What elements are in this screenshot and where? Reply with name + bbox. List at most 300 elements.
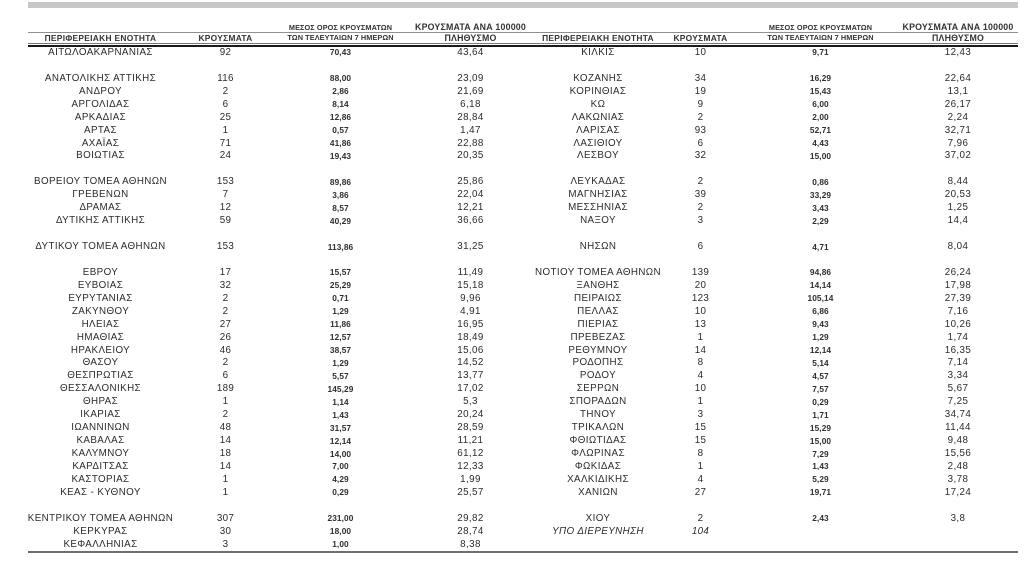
header-region-right (538, 22, 658, 43)
region-cell (28, 162, 173, 175)
cases-cell: 2 (697, 512, 704, 524)
region-cell: ΚΟΖΑΝΗΣ (573, 72, 623, 84)
per100k-cell: 37,02 (944, 150, 972, 162)
region-cell: ΛΑΚΩΝΙΑΣ (571, 111, 625, 123)
region-cell (28, 499, 173, 512)
region-cell (28, 59, 173, 72)
avg7-cell: 1,43 (332, 409, 349, 420)
region-cell: ΠΙΕΡΙΑΣ (577, 318, 619, 330)
avg7-cell: 1,00 (332, 539, 349, 550)
avg7-cell: 2,86 (332, 86, 349, 97)
per100k-cell: 15,56 (944, 448, 972, 460)
cases-cell: 153 (216, 241, 235, 253)
avg7-cell: 52,71 (809, 125, 832, 136)
avg7-cell: 4,29 (332, 474, 349, 485)
header-per100k-line1: ΚΡΟΥΣΜΑΤΑ ΑΝΑ 100000 (902, 22, 1014, 32)
avg7-cell: 5,14 (812, 357, 829, 368)
avg7-cell: 4,71 (812, 241, 829, 252)
cases-cell: 8 (697, 357, 704, 369)
region-cell: ΕΥΒΟΙΑΣ (77, 279, 124, 291)
per100k-cell: 17,24 (944, 486, 972, 498)
region-cell: ΕΥΡΥΤΑΝΙΑΣ (68, 292, 133, 304)
avg7-cell: 8,14 (332, 99, 349, 110)
per100k-cell (403, 499, 538, 512)
cases-cell: 6 (222, 98, 229, 110)
avg7-cell: 2,00 (812, 112, 829, 123)
per100k-cell: 25,86 (457, 176, 484, 188)
per100k-cell (898, 499, 1018, 512)
per100k-cell: 1,99 (460, 473, 481, 485)
avg7-cell: 1,29 (812, 332, 829, 343)
region-cell: ΚΩ (590, 98, 606, 110)
table-body (28, 46, 1018, 551)
region-cell: ΒΟΙΩΤΙΑΣ (76, 150, 125, 162)
header-per100k-right (898, 22, 1018, 43)
cases-cell: 2 (222, 85, 229, 97)
per100k-cell: 7,96 (947, 137, 969, 149)
avg7-cell: 1,43 (812, 461, 829, 472)
cases-cell: 4 (697, 370, 704, 382)
per100k-cell: 8,38 (460, 538, 481, 550)
cases-cell: 39 (694, 189, 707, 201)
per100k-cell (898, 59, 1018, 72)
avg7-cell: 113,86 (327, 241, 354, 252)
avg7-cell: 19,71 (809, 487, 832, 498)
cases-cell: 1 (222, 473, 229, 485)
cases-cell: 32 (694, 150, 707, 162)
avg7-cell: 231,00 (327, 513, 354, 524)
cases-cell: 20 (694, 279, 707, 291)
avg7-cell: 7,29 (812, 448, 829, 459)
region-cell: ΜΑΓΝΗΣΙΑΣ (568, 189, 628, 201)
header-per100k-line2: ΠΛΗΘΥΣΜΟ (444, 32, 497, 43)
per100k-cell (403, 227, 538, 240)
avg7-cell: 3,86 (332, 189, 349, 200)
avg7-cell (743, 253, 898, 266)
avg7-cell (743, 538, 898, 551)
region-cell: ΠΕΛΛΑΣ (577, 305, 619, 317)
avg7-cell: 4,43 (812, 138, 829, 149)
per100k-cell (403, 59, 538, 72)
per100k-cell: 29,82 (457, 512, 484, 524)
region-cell: ΑΡΤΑΣ (84, 124, 117, 136)
region-cell (28, 253, 173, 266)
cases-cell: 104 (691, 525, 710, 537)
per100k-cell: 28,59 (457, 422, 484, 434)
region-cell: ΚΕΦΑΛΛΗΝΙΑΣ (63, 538, 138, 550)
avg7-cell: 9,43 (812, 319, 829, 330)
avg7-cell (278, 162, 403, 175)
avg7-cell: 11,86 (330, 319, 351, 330)
per100k-cell (898, 227, 1018, 240)
cases-cell (658, 162, 743, 175)
per100k-cell: 7,16 (947, 305, 969, 317)
cases-cell (173, 162, 278, 175)
cases-cell (658, 538, 743, 551)
cases-cell: 12 (219, 202, 232, 214)
avg7-cell: 5,57 (332, 370, 349, 381)
per100k-cell: 7,14 (947, 357, 969, 369)
avg7-cell: 40,29 (329, 215, 352, 226)
cases-cell: 13 (694, 318, 707, 330)
region-cell: ΔΥΤΙΚΟΥ ΤΟΜΕΑ ΑΘΗΝΩΝ (35, 241, 166, 253)
cases-cell: 6 (697, 137, 704, 149)
avg7-cell: 15,57 (329, 267, 352, 278)
cases-cell: 8 (697, 448, 704, 460)
region-cell: ΤΡΙΚΑΛΩΝ (571, 422, 625, 434)
avg7-cell (278, 227, 403, 240)
avg7-cell (278, 253, 403, 266)
per100k-cell (898, 162, 1018, 175)
region-cell (28, 227, 173, 240)
per100k-cell: 21,69 (457, 85, 484, 97)
per100k-cell: 11,44 (945, 422, 971, 434)
cases-cell: 2 (697, 111, 704, 123)
header-cases-right (658, 22, 743, 43)
cases-cell: 1 (697, 396, 704, 408)
avg7-cell (743, 227, 898, 240)
per100k-cell: 20,53 (944, 189, 972, 201)
per100k-cell: 2,48 (947, 460, 969, 472)
cases-cell: 1 (697, 460, 704, 472)
header-region-left (28, 22, 173, 43)
cases-cell: 10 (694, 46, 707, 58)
per100k-cell: 61,12 (457, 448, 484, 460)
per100k-cell: 13,77 (457, 370, 484, 382)
header-cases-label: ΚΡΟΥΣΜΑΤΑ (198, 32, 253, 43)
header-avg7-right (743, 22, 898, 43)
region-cell: ΝΗΣΩΝ (579, 241, 617, 253)
region-cell: ΥΠΟ ΔΙΕΡΕΥΝΗΣΗ (552, 525, 644, 537)
region-cell (538, 538, 658, 551)
per100k-cell: 14,4 (947, 215, 969, 227)
avg7-cell: 12,14 (809, 345, 832, 356)
per100k-cell: 26,17 (944, 98, 972, 110)
region-cell: ΚΟΡΙΝΘΙΑΣ (569, 85, 627, 97)
avg7-cell: 105,14 (807, 293, 834, 304)
per100k-cell: 27,39 (944, 292, 972, 304)
per100k-cell: 13,1 (947, 85, 969, 97)
table-header-row (28, 22, 1018, 43)
per100k-cell: 22,04 (457, 189, 484, 201)
region-cell: ΦΘΙΩΤΙΔΑΣ (569, 435, 627, 447)
region-cell (538, 59, 658, 72)
region-cell (538, 253, 658, 266)
cases-cell (173, 59, 278, 72)
avg7-cell: 19,43 (329, 150, 352, 161)
region-cell: ΦΛΩΡΙΝΑΣ (571, 448, 625, 460)
per100k-cell: 5,67 (947, 383, 969, 395)
region-cell: ΡΟΔΟΠΗΣ (572, 357, 624, 369)
region-cell: ΤΗΝΟΥ (580, 409, 616, 421)
header-avg7-left (278, 22, 403, 43)
avg7-cell: 1,71 (812, 409, 829, 420)
avg7-cell: 1,29 (332, 357, 349, 368)
avg7-cell: 0,71 (332, 293, 349, 304)
region-cell: ΚΑΒΑΛΑΣ (76, 435, 125, 447)
cases-cell: 2 (697, 176, 704, 188)
per100k-cell: 16,35 (944, 344, 972, 356)
per100k-cell: 8,04 (947, 241, 969, 253)
avg7-cell: 145,29 (327, 383, 354, 394)
cases-cell (173, 227, 278, 240)
region-cell: ΛΕΣΒΟΥ (577, 150, 619, 162)
region-cell: ΛΑΡΙΣΑΣ (576, 124, 620, 136)
avg7-cell: 88,00 (329, 73, 352, 84)
avg7-cell: 14,14 (809, 280, 832, 291)
header-avg7-line2: ΤΩΝ ΤΕΛΕΥΤΑΙΩΝ 7 ΗΜΕΡΩΝ (767, 33, 874, 42)
avg7-cell: 15,00 (809, 435, 832, 446)
per100k-cell: 28,74 (457, 525, 484, 537)
per100k-cell: 1,25 (947, 202, 969, 214)
per100k-cell: 17,98 (944, 279, 972, 291)
region-cell: ΑΡΚΑΔΙΑΣ (74, 111, 127, 123)
cases-cell (173, 253, 278, 266)
per100k-cell: 11,21 (457, 435, 484, 447)
avg7-cell: 0,57 (332, 125, 349, 136)
table-bottom-rule (28, 551, 1018, 553)
per100k-cell: 1,47 (460, 124, 481, 136)
cases-cell: 2 (222, 292, 229, 304)
per100k-cell: 43,64 (457, 46, 484, 58)
region-cell: ΗΜΑΘΙΑΣ (76, 331, 125, 343)
region-cell: ΠΡΕΒΕΖΑΣ (570, 331, 626, 343)
region-cell: ΦΩΚΙΔΑΣ (574, 460, 622, 472)
region-cell (538, 499, 658, 512)
per100k-cell: 7,25 (947, 396, 969, 408)
region-cell: ΘΕΣΠΡΩΤΙΑΣ (67, 370, 134, 382)
cases-cell: 32 (219, 279, 232, 291)
region-cell: ΚΑΡΔΙΤΣΑΣ (72, 460, 129, 472)
cases-cell: 123 (691, 292, 710, 304)
region-cell: ΑΙΤΩΛΟΑΚΑΡΝΑΝΙΑΣ (48, 46, 153, 58)
cases-cell: 46 (219, 344, 232, 356)
per100k-cell: 12,43 (944, 46, 972, 58)
per100k-cell: 5,3 (463, 396, 478, 408)
region-cell: ΧΙΟΥ (585, 512, 611, 524)
header-cases-label: ΚΡΟΥΣΜΑΤΑ (673, 32, 728, 43)
cases-cell: 17 (219, 266, 232, 278)
avg7-cell: 6,00 (812, 99, 829, 110)
region-cell: ΚΑΣΤΟΡΙΑΣ (71, 473, 130, 485)
region-cell: ΣΕΡΡΩΝ (576, 383, 620, 395)
avg7-cell: 7,57 (812, 383, 829, 394)
region-cell: ΧΑΛΚΙΔΙΚΗΣ (567, 473, 629, 485)
per100k-cell: 6,18 (460, 98, 481, 110)
per100k-cell: 20,35 (457, 150, 484, 162)
cases-cell: 10 (694, 383, 707, 395)
cases-cell: 3 (697, 215, 704, 227)
region-cell: ΕΒΡΟΥ (82, 266, 119, 278)
per100k-cell: 26,24 (944, 266, 972, 278)
region-cell: ΚΙΛΚΙΣ (581, 46, 615, 58)
avg7-cell: 14,00 (329, 448, 352, 459)
avg7-cell: 15,00 (809, 150, 832, 161)
header-avg7-line1: ΜΕΣΟΣ ΟΡΟΣ ΚΡΟΥΣΜΑΤΩΝ (288, 22, 393, 32)
avg7-cell (278, 59, 403, 72)
cases-cell: 15 (694, 422, 707, 434)
header-avg7-line1: ΜΕΣΟΣ ΟΡΟΣ ΚΡΟΥΣΜΑΤΩΝ (768, 22, 873, 32)
region-cell: ΑΝΑΤΟΛΙΚΗΣ ΑΤΤΙΚΗΣ (44, 72, 157, 84)
cases-cell: 26 (219, 331, 232, 343)
cases-cell: 4 (697, 473, 704, 485)
per100k-cell: 8,44 (947, 176, 969, 188)
cases-cell: 307 (216, 512, 235, 524)
cases-cell: 6 (697, 241, 704, 253)
header-region-label: ΠΕΡΙΦΕΡΕΙΑΚΗ ΕΝΟΤΗΤΑ (44, 32, 157, 43)
cases-cell: 24 (219, 150, 232, 162)
per100k-cell: 22,64 (944, 72, 972, 84)
avg7-cell: 12,57 (329, 332, 352, 343)
per100k-cell (898, 253, 1018, 266)
per100k-cell: 2,24 (947, 111, 969, 123)
region-cell: ΚΑΛΥΜΝΟΥ (71, 448, 130, 460)
cases-cell (658, 59, 743, 72)
cases-cell: 189 (216, 383, 235, 395)
cases-cell: 1 (222, 396, 229, 408)
region-cell: ΝΑΞΟΥ (580, 215, 616, 227)
per100k-cell: 3,8 (950, 512, 966, 524)
per100k-cell: 34,74 (944, 409, 972, 421)
region-cell: ΡΟΔΟΥ (579, 370, 617, 382)
region-cell: ΛΕΥΚΑΔΑΣ (570, 176, 626, 188)
cases-cell: 14 (219, 435, 232, 447)
per100k-cell: 9,48 (947, 435, 969, 447)
per100k-cell (898, 538, 1018, 551)
cases-cell: 14 (219, 460, 232, 472)
per100k-cell: 17,02 (457, 383, 484, 395)
per100k-cell: 20,24 (457, 409, 484, 421)
cases-cell (173, 499, 278, 512)
cases-cell: 1 (222, 124, 229, 136)
region-cell: ΡΕΘΥΜΝΟΥ (568, 344, 628, 356)
avg7-cell (743, 59, 898, 72)
avg7-cell: 9,71 (812, 47, 829, 58)
cases-cell: 153 (216, 176, 235, 188)
avg7-cell: 38,57 (329, 345, 352, 356)
region-cell: ΝΟΤΙΟΥ ΤΟΜΕΑ ΑΘΗΝΩΝ (535, 266, 662, 278)
per100k-cell: 14,52 (457, 357, 484, 369)
avg7-cell (743, 525, 898, 538)
avg7-cell: 4,57 (812, 370, 829, 381)
per100k-cell: 16,95 (457, 318, 484, 330)
region-cell: ΑΡΓΟΛΙΔΑΣ (71, 98, 130, 110)
region-cell: ΘΕΣΣΑΛΟΝΙΚΗΣ (59, 383, 142, 395)
per100k-cell: 3,34 (947, 370, 969, 382)
per100k-cell (403, 253, 538, 266)
region-cell: ΘΑΣΟΥ (82, 357, 119, 369)
region-cell: ΔΡΑΜΑΣ (79, 202, 122, 214)
avg7-cell: 8,57 (332, 202, 349, 213)
region-cell: ΒΟΡΕΙΟΥ ΤΟΜΕΑ ΑΘΗΝΩΝ (34, 176, 167, 188)
avg7-cell (743, 499, 898, 512)
cases-cell: 92 (219, 46, 232, 58)
cases-cell: 27 (694, 486, 707, 498)
region-cell: ΛΑΣΙΘΙΟΥ (573, 137, 623, 149)
avg7-cell: 12,14 (329, 435, 352, 446)
per100k-cell: 11,49 (457, 266, 484, 278)
cases-cell: 25 (219, 111, 232, 123)
region-cell: ΜΕΣΣΗΝΙΑΣ (568, 202, 628, 214)
region-cell: ΚΕΡΚΥΡΑΣ (73, 525, 128, 537)
cases-cell: 1 (697, 331, 704, 343)
avg7-cell: 6,86 (812, 306, 829, 317)
avg7-cell: 16,29 (809, 73, 832, 84)
region-cell: ΞΑΝΘΗΣ (576, 279, 620, 291)
avg7-cell: 25,29 (329, 280, 352, 291)
cases-cell: 14 (694, 344, 707, 356)
per100k-cell: 12,21 (457, 202, 484, 214)
avg7-cell: 5,29 (812, 474, 829, 485)
region-cell: ΚΕΝΤΡΙΚΟΥ ΤΟΜΕΑ ΑΘΗΝΩΝ (27, 512, 174, 524)
cases-cell: 9 (697, 98, 704, 110)
region-cell: ΘΗΡΑΣ (82, 396, 119, 408)
header-per100k-line1: ΚΡΟΥΣΜΑΤΑ ΑΝΑ 100000 (415, 22, 526, 32)
cases-cell: 59 (219, 215, 232, 227)
region-cell: ΓΡΕΒΕΝΩΝ (72, 189, 129, 201)
region-cell (538, 162, 658, 175)
avg7-cell (278, 499, 403, 512)
cases-cell: 2 (697, 202, 704, 214)
cases-cell: 15 (694, 435, 707, 447)
per100k-cell: 23,09 (457, 72, 484, 84)
avg7-cell: 15,29 (809, 422, 832, 433)
region-cell: ΧΑΝΙΩΝ (578, 486, 618, 498)
region-cell (538, 227, 658, 240)
header-region-label: ΠΕΡΙΦΕΡΕΙΑΚΗ ΕΝΟΤΗΤΑ (542, 32, 654, 43)
cases-cell: 27 (219, 318, 232, 330)
per100k-cell: 32,71 (944, 124, 972, 136)
top-scroll-bar[interactable] (28, 2, 1018, 8)
cases-cell: 48 (219, 422, 232, 434)
avg7-cell: 33,29 (809, 189, 832, 200)
per100k-cell: 25,57 (457, 486, 484, 498)
avg7-cell: 15,43 (809, 86, 832, 97)
avg7-cell: 2,43 (812, 513, 829, 524)
per100k-cell: 10,26 (944, 318, 972, 330)
region-cell: ΙΩΑΝΝΙΝΩΝ (71, 422, 130, 434)
avg7-cell: 70,43 (329, 47, 352, 58)
cases-cell: 2 (222, 409, 229, 421)
per100k-cell: 31,25 (457, 241, 484, 253)
avg7-cell: 12,86 (329, 112, 352, 123)
cases-cell (658, 499, 743, 512)
cases-cell (658, 227, 743, 240)
avg7-cell: 3,43 (812, 202, 829, 213)
cases-cell: 6 (222, 370, 229, 382)
cases-cell: 3 (697, 409, 704, 421)
per100k-cell: 18,49 (457, 331, 484, 343)
per100k-cell: 28,84 (457, 111, 484, 123)
avg7-cell: 7,00 (332, 461, 349, 472)
cases-cell: 18 (219, 448, 232, 460)
avg7-cell: 18,00 (329, 526, 352, 537)
header-avg7-line2: ΤΩΝ ΤΕΛΕΥΤΑΙΩΝ 7 ΗΜΕΡΩΝ (287, 33, 394, 42)
per100k-cell: 1,74 (947, 331, 969, 343)
avg7-cell: 1,29 (332, 306, 349, 317)
cases-cell: 30 (219, 525, 232, 537)
region-cell: ΗΡΑΚΛΕΙΟΥ (70, 344, 131, 356)
region-cell: ΑΝΔΡΟΥ (79, 85, 122, 97)
per100k-cell: 15,18 (457, 279, 484, 291)
region-cell: ΑΧΑΪΑΣ (81, 137, 120, 149)
avg7-cell: 0,86 (812, 176, 829, 187)
avg7-cell: 0,29 (332, 487, 349, 498)
cases-cell: 7 (222, 189, 229, 201)
per100k-cell (898, 525, 1018, 538)
per100k-cell: 15,06 (457, 344, 484, 356)
header-cases-left (173, 22, 278, 43)
